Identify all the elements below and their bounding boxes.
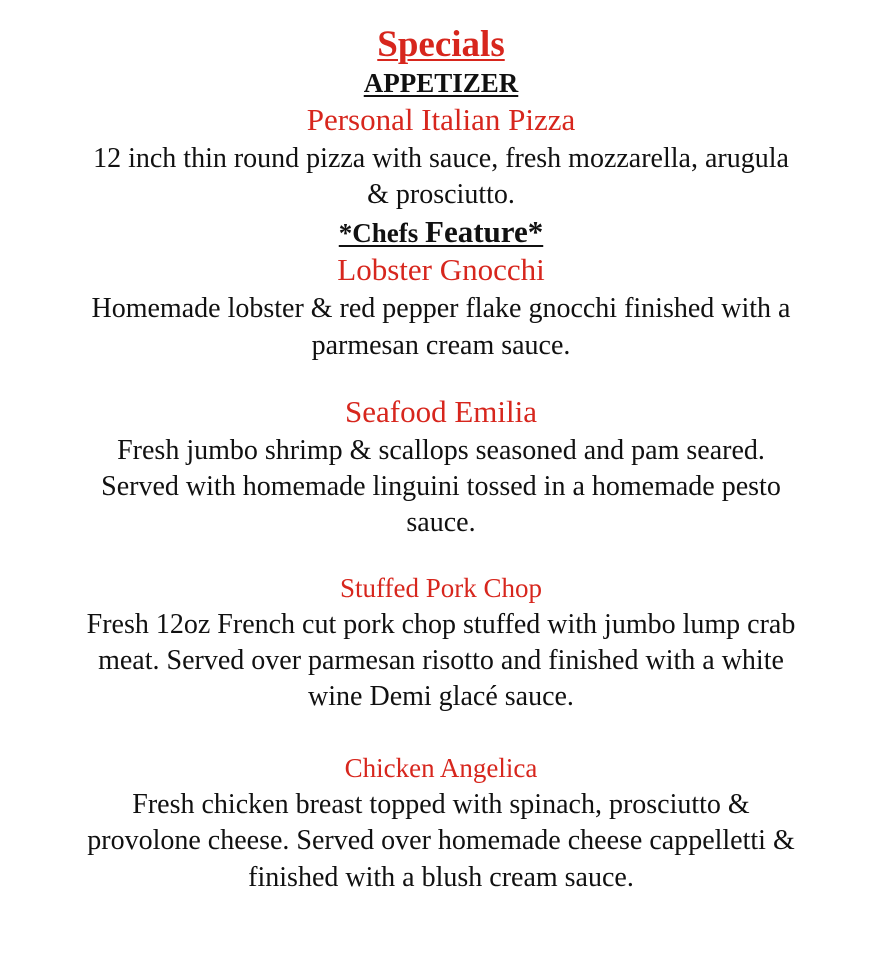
dish-description-line: & prosciutto. [367,179,515,210]
dish-description-line: sauce. [406,507,476,538]
dish-name-lobster-gnocchi: Lobster Gnocchi [337,252,545,287]
dish-description-line: Fresh jumbo shrimp & scallops seasoned and pam seared. [117,435,765,466]
dish-name-personal-italian-pizza: Personal Italian Pizza [306,102,576,137]
dish-description-line: parmesan cream sauce. [311,330,571,361]
dish-name-stuffed-pork-chop: Stuffed Pork Chop [339,573,542,603]
dish-description-line: provolone cheese. Served over homemade cheese cappelletti & [87,825,795,856]
dish-description-line: Fresh chicken breast topped with spinach, prosciutto & [132,789,750,820]
feature-main: Feature* [425,214,544,249]
dish-description-line: finished with a blush cream sauce. [248,862,634,893]
dish-description-line: wine Demi glacé sauce. [308,681,574,712]
menu-title: Specials [377,24,505,65]
dish-description-line: Fresh 12oz French cut pork chop stuffed with jumbo lump crab [86,609,796,640]
dish-description-line: Homemade lobster & red pepper flake gnocchi finished with a [91,293,791,324]
dish-description-line: 12 inch thin round pizza with sauce, fresh mozzarella, arugula [93,143,789,174]
dish-description-line: meat. Served over parmesan risotto and finished with a white [98,645,784,676]
dish-name-chicken-angelica: Chicken Angelica [344,753,538,783]
feature-prefix: *Chefs [338,218,426,248]
section-heading-appetizer: APPETIZER [363,68,519,98]
dish-name-seafood-emilia: Seafood Emilia [345,394,537,429]
chefs-feature-heading [0,216,882,247]
dish-description-line: Served with homemade linguini tossed in a homemade pesto [101,471,781,502]
